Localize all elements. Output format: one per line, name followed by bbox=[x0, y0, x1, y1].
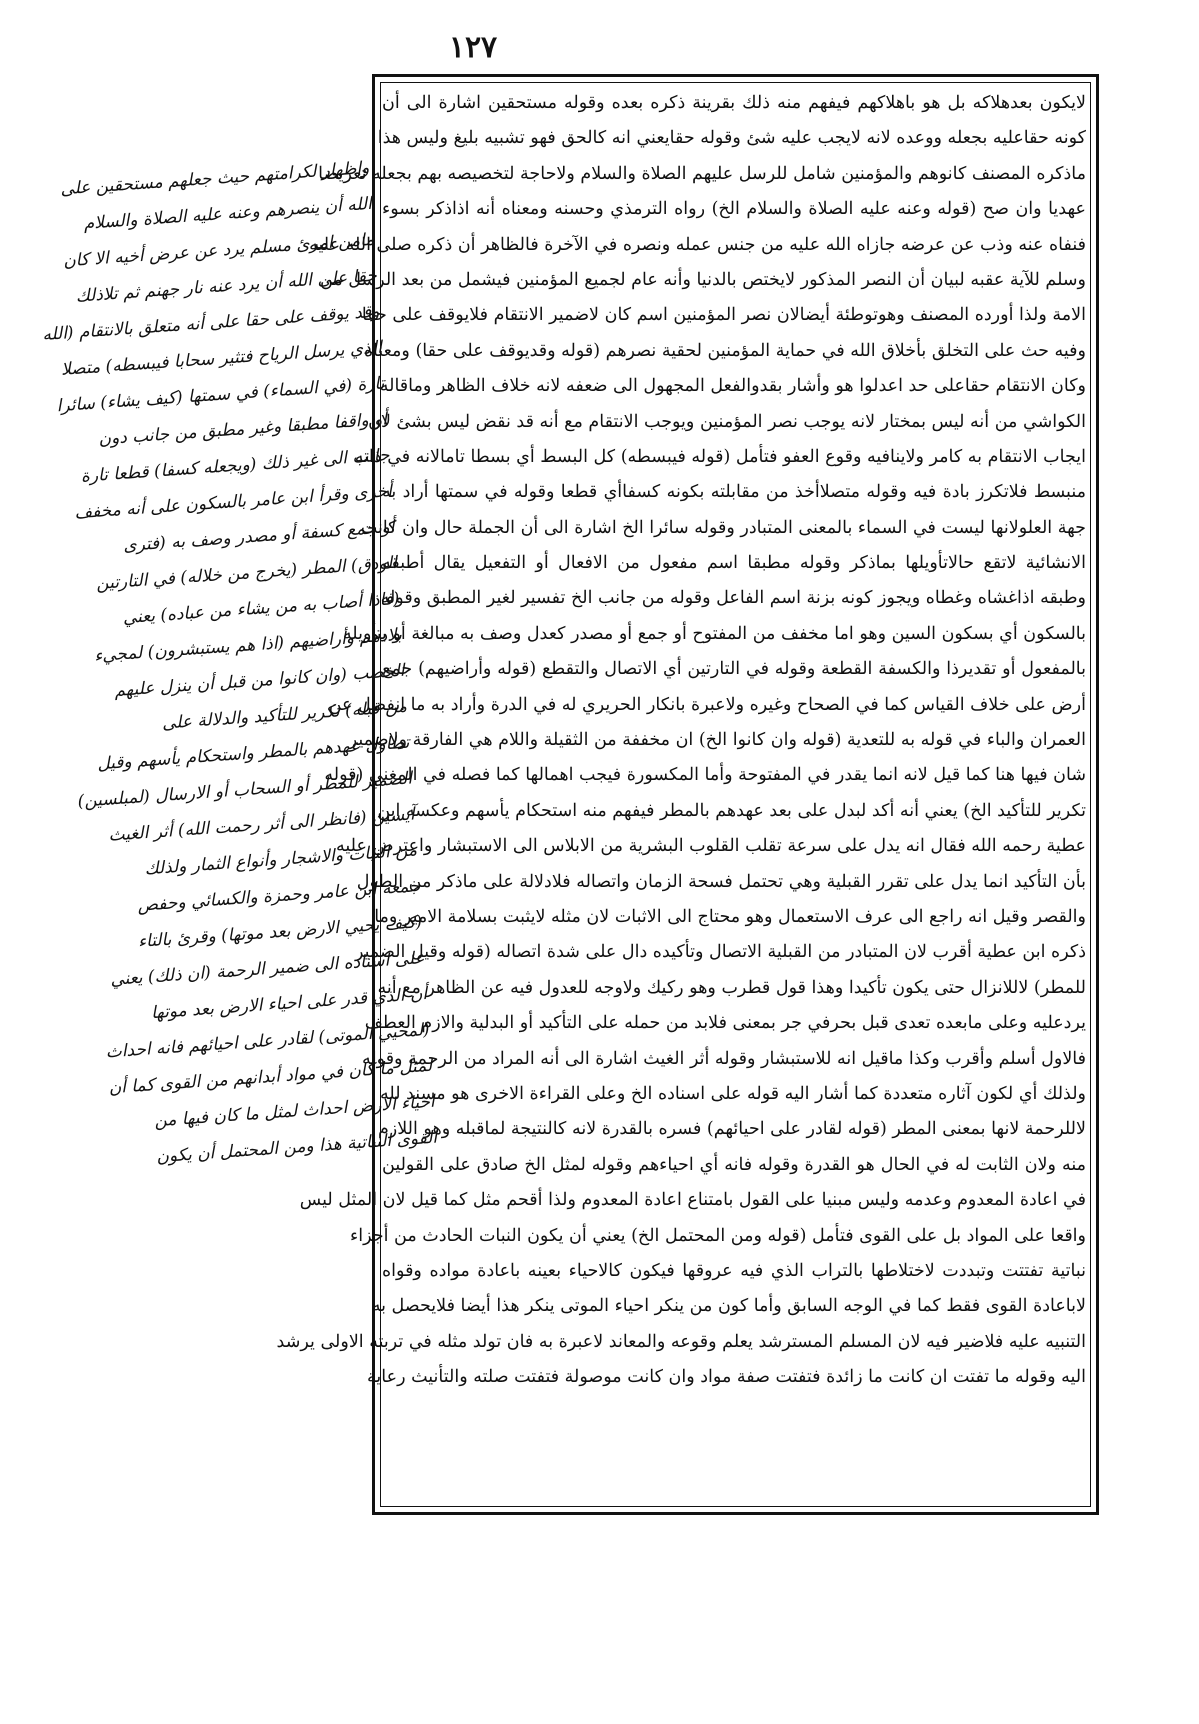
gloss-line: من النبات والاشجار وأنواع الثمار ولذلك bbox=[143, 840, 418, 880]
gloss-line: تطاول عهدهم بالمطر واستحكام يأسهم وقيل bbox=[96, 732, 411, 775]
gloss-line: أو جمع كسفة أو مصدر وصف به (فترى bbox=[122, 517, 396, 557]
main-text-line: ايجاب الانتقام به كامر ولاينافيه وقوع العفو فتأمل (قوله فيبسطه) كل البسط أي بسطا تامالانه في ذاته bbox=[354, 446, 1086, 467]
main-text-line: فالاول أسلم وأقرب وكذا ماقيل انه للاستبشار وقوله أثر الغيث اشارة الى أنه المراد من الرحمة وقوله bbox=[361, 1048, 1086, 1069]
main-text-line: تكرير للتأكيد الخ) يعني أنه أكد لبدل على بعد عهدهم بالمطر فيفهم منه استحكام يأسهم وعكسه ابن bbox=[377, 800, 1086, 821]
main-text-line: أرض على خلاف القياس كما في الصحاح وغيره ولاعبرة بانكار الحريري له في الدرة وأراد به ما انفصل عن bbox=[328, 694, 1086, 715]
main-text-line: منه ولان الثابت له في الحال هو القدرة وقوله فانه أي احياءهم وقوله لمثل الخ صادق على القولين bbox=[382, 1154, 1086, 1175]
gloss-line: مامن امرئ مسلم يرد عن عرض أخيه الا كان bbox=[62, 229, 375, 272]
gloss-line: (كيف يحيي الارض بعد موتها) وقرئ بالتاء bbox=[137, 912, 423, 952]
main-text-line: نباتية تفتتت وتبددت لاختلاطها بالتراب الذي فيه عروقها فيكون كالاحياء بعينه باعادة مواده وقواه bbox=[382, 1260, 1086, 1281]
gloss-line: الخصب (وان كانوا من قبل أن ينزل عليهم bbox=[113, 660, 406, 701]
gloss-line: بلادهم وأراضيهم (اذا هم يستبشرون) لمجيء bbox=[93, 624, 403, 667]
main-text-line: ماذكره المصنف كانوهم والمؤمنين شامل للرسل عليهم الصلاة والسلام ولاحاجة لتخصيصه بهم بجعله تعريضا bbox=[318, 163, 1086, 184]
gloss-line: لمثل ما كان في مواد أبدانهم من القوى كما أن bbox=[108, 1055, 433, 1099]
gloss-line: وقد يوقف على حقا على أنه متعلق بالانتقام (الله bbox=[41, 301, 380, 346]
main-text-line: يردعليه وعلى مابعده تعدى قبل بحرفي جر بمعنى فلابد من حمله على التأكيد أو البدلية والازم العطف bbox=[364, 1013, 1086, 1034]
gloss-line: تارة (في السماء) في سمتها (كيف يشاء) سائرا bbox=[56, 373, 386, 417]
main-text-line: فنفاه عنه وذب عن عرضه جازاه الله عليه من جنس عمله ونصره في الآخرة فالظاهر أن ذكره صلى الله عليه bbox=[309, 234, 1086, 255]
gloss-line: الذي يرسل الرياح فتثير سحابا فيبسطه) متصلا bbox=[60, 337, 383, 380]
gloss-line: أن الذي قدر على احياء الارض بعد موتها bbox=[150, 983, 428, 1024]
gloss-line: حقا على الله أن يرد عنه نار جهنم ثم تلاذلك bbox=[75, 265, 378, 307]
main-text-line: الكواشي من أنه ليس بمختار لانه يوجب نصر المؤمنين ويوجب الانتقام مع أنه قد نقض ليس بشئ لان bbox=[368, 411, 1086, 432]
page-number: ١٢٧ bbox=[448, 30, 498, 65]
main-text-line: وسلم للآية عقبه لبيان أن النصر المذكور لايختص بالدنيا وأنه عام لجميع المؤمنين فيشمل من بعد الرسل من bbox=[319, 269, 1086, 290]
main-text-line: ولذلك أي لكون آثاره متعددة كما أشار اليه قوله على اسناده الخ وعلى القراءة الاخرى هو مسند لله bbox=[380, 1083, 1086, 1104]
gloss-line: الودق) المطر (يخرج من خلاله) في التارتين bbox=[95, 553, 398, 594]
gloss-line: جانب الى غير ذلك (ويجعله كسفا) قطعا تارة bbox=[80, 445, 391, 487]
gloss-line: الله أن ينصرهم وعنه عليه الصلاة والسلام bbox=[82, 193, 373, 234]
main-text-line: كونه حقاعليه بجعله ووعده لانه لايجب عليه شئ وقوله حقايعني انه كالحق فهو تشبيه بليغ وليس هذا bbox=[377, 128, 1086, 149]
gloss-line: آيسين (فانظر الى أثر رحمت الله) أثر الغيث bbox=[107, 804, 416, 846]
main-text-line: والقصر وقيل انه راجع الى عرف الاستعمال وهو محتاج الى الاثبات لان مثله لايثبت بسلامة الامير وما bbox=[374, 906, 1086, 927]
gloss-line: أخرى وقرأ ابن عامر بالسكون على أنه مخفف bbox=[73, 481, 393, 524]
main-text-line: وطبقه اذاغشاه وغطاه ويجوز كونه بزنة اسم الفاعل وقوله من جانب الخ تفسير لغير المطبق وقوله bbox=[380, 588, 1086, 609]
main-text-line: جهة العلولانها ليست في السماء بالمعنى المتبادر وقوله سائرا الخ اشارة الى أن الجملة حال وان كانت bbox=[360, 517, 1086, 538]
main-text-line: بأن التأكيد انما يدل على تقرر القبلية وهي تحتمل فسحة الزمان واتصاله فلادلالة على ماذكر من الطول bbox=[356, 871, 1086, 892]
main-text-line: الانشائية لاتقع حالاتأويلها بماذكر وقوله مطبقا اسم مفعول من الافعال أو التفعيل يقال أطبقه bbox=[382, 553, 1086, 574]
gloss-line: احياء الارض احداث لمثل ما كان فيها من bbox=[153, 1091, 436, 1132]
main-text-line: عطية رحمه الله فقال انه يدل على سرعة تقلب القلوب البشرية من الابلاس الى الاستبشار واعترض عليه bbox=[336, 836, 1086, 857]
gloss-line: على اسناده الى ضمير الرحمة (ان ذلك) يعني bbox=[109, 948, 426, 990]
gloss-line: من قبله) تكرير للتأكيد والدلالة على bbox=[161, 696, 408, 734]
main-text-line: للمطر) لاللانزال حتى يكون تأكيدا وهذا قول قطرب وهو ركيك ولاوجه للعدول فيه عن الظاهر مع أنه bbox=[377, 977, 1086, 998]
main-text-line: بالمفعول أو تقديرذا والكسفة القطعة وقوله في التارتين أي الاتصال والتقطع (قوله وأراضيهم) جمع bbox=[382, 659, 1086, 680]
gloss-line: (لمحيي الموتى) لقادر على احيائهم فانه احداث bbox=[105, 1019, 431, 1063]
main-text-line: الامة ولذا أورده المصنف وهوتوطئة أيضالان نصر المؤمنين اسم كان لاضمير الانتقام فلايوقف على حقا bbox=[361, 305, 1086, 326]
gloss-line: جمعه ابن عامر وحمزة والكسائي وحفص bbox=[136, 876, 421, 916]
main-text-line: عهديا وان صح (قوله وعنه عليه الصلاة والسلام الخ) رواه الترمذي وحسنه ومعناه أنه اذاذكر بسوء bbox=[382, 199, 1086, 220]
gloss-line: القوى النباتية هذا ومن المحتمل أن يكون bbox=[155, 1127, 438, 1168]
main-text-line: وكان الانتقام حقاعلى حد اعدلوا هو وأشار بقدوالفعل المجهول الى ضعفه لانه خلاف الظاهر وماقاله bbox=[379, 376, 1086, 397]
main-text-line: في اعادة المعدوم وعدمه وليس مبنيا على القول بامتناع اعادة المعدوم ولذا أقحم مثل كما قيل لان المثل ليس bbox=[299, 1190, 1086, 1211]
main-text-line: بالسكون أي بسكون السين وهو اما مخفف من المفتوح أو جمع أو مصدر كعدل وصف به مبالغة أو بتأويله bbox=[342, 623, 1086, 644]
main-text-line: التنبيه عليه فلاضير فيه لان المسلم المسترشد يعلم وقوعه والمعاند لاعبرة به فان تولد مثله في تربته الاولى يرشد bbox=[276, 1331, 1086, 1352]
main-text-line: اليه وقوله ما تفتت ان كانت ما زائدة فتفتت صفة مواد وان كانت موصولة فتفتت صلته والتأنيث رعاية bbox=[367, 1367, 1086, 1388]
gloss-line: (فاذا أصاب به من يشاء من عباده) يعني bbox=[122, 588, 401, 629]
main-text-line: لاباعادة القوى فقط كما في الوجه السابق وأما كون من ينكر احياء الموتى ينكر هذا أيضا فلايحصل به bbox=[371, 1296, 1086, 1317]
main-text-line: لاللرحمة لانها بمعنى المطر (قوله لقادر على احيائهم) فسره بالقدرة لانه كالنتيجة لماقبله وهو اللازم bbox=[377, 1119, 1086, 1140]
main-text-line: وفيه حث على التخلق بأخلاق الله في حماية المؤمنين لحقية نصرهم (قوله وقديوقف على حقا) ومعناه bbox=[363, 340, 1086, 361]
main-text-line: منبسط فلاتكرز بادة فيه وقوله متصلاأخذ من مقابلته بكونه كسفاأي قطعا وقوله في سمتها أراد به bbox=[382, 482, 1086, 503]
main-text-line: شان فيها هنا كما قيل لانه انما يقدر في المفتوحة وأما المكسورة فيجب اهمالها كما فصله في المغني (قوله bbox=[324, 765, 1086, 786]
gloss-line: واظهار لكرامتهم حيث جعلهم مستحقين على bbox=[59, 157, 370, 200]
main-text-line: واقعا على المواد بل على القوى فتأمل (قوله ومن المحتمل الخ) يعني أن يكون النبات الحادث من أجزاء bbox=[350, 1225, 1086, 1246]
main-text-line: العمران والباء في قوله به للتعدية (قوله وان كانوا الخ) ان مخففة من الثقيلة واللام هي الفارقة ولاضمير bbox=[348, 730, 1086, 751]
gloss-line: أو واقفا مطبقا وغير مطبق من جانب دون bbox=[97, 409, 388, 450]
main-text-line: ذكره ابن عطية أقرب لان المتبادر من القبلية الاتصال وتأكيده دال على شدة اتصاله (قوله وقيل الضمير bbox=[354, 942, 1086, 963]
gloss-line: الضمير للمطر أو السحاب أو الارسال (لمبلسين) bbox=[76, 768, 413, 812]
main-text-line: لايكون بعدهلاكه بل هو باهلاكهم فيفهم منه ذلك بقرينة ذكره بعده وقوله مستحقين اشارة الى أن bbox=[382, 93, 1086, 113]
